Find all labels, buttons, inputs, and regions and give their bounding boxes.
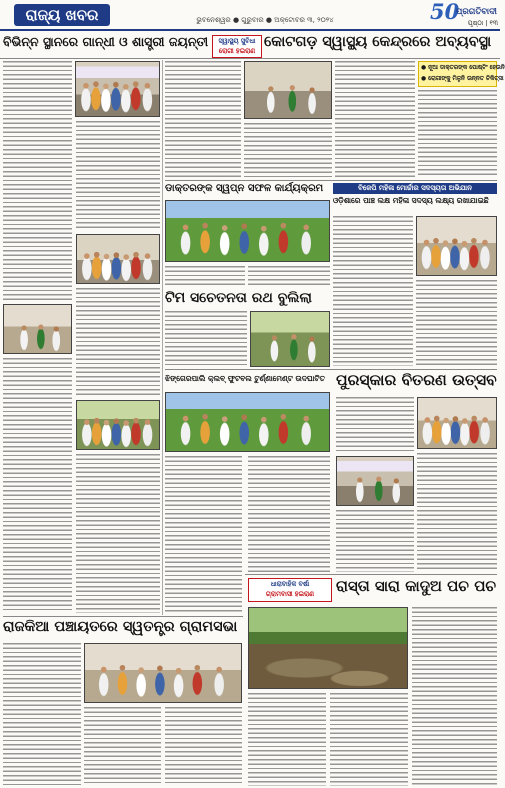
women-headline: ଓଡ଼ିଶାରେ ପାଞ୍ଚ ଲକ୍ଷ ମହିଳା ସଦସ୍ୟ ଲକ୍ଷ୍ୟ ରଖାଯାଇଛି — [333, 196, 489, 205]
highlight-item: ● ନୂଆ ଡାକ୍ତରଙ୍କ ପୋଷ୍ଟିଂ ହେଉନି — [421, 65, 505, 71]
article-text-column — [84, 707, 161, 786]
article-text-column — [3, 61, 72, 300]
article-text-column — [330, 693, 408, 786]
article-text-column — [417, 453, 497, 572]
photo-prize-ceremony — [417, 397, 497, 449]
column-divider — [162, 60, 163, 615]
newspaper-brand: ପ୍ରଗତିବାଦୀ — [456, 7, 497, 17]
photo-muddy-road — [248, 607, 408, 689]
gandhi-headline: ବିଭିନ୍ନ ସ୍ଥାନରେ ଗାନ୍ଧୀ ଓ ଶାସ୍ତ୍ରୀ ଜୟନ୍ତୀ — [3, 34, 209, 49]
prize-headline: ପୁରସ୍କାର ବିତରଣ ଉତ୍ସବ — [336, 371, 497, 389]
article-text-column — [165, 456, 242, 613]
page-number: ପୃଷ୍ଠା | ୧୩ — [467, 19, 498, 27]
kotgarh-kicker — [212, 35, 262, 58]
article-text-column — [336, 510, 414, 572]
article-text-column — [412, 607, 497, 786]
road-headline: ରାସ୍ତା ସାରା କାଦୁଅ ପଚ ପଚ — [336, 577, 497, 595]
article-text-column — [165, 61, 241, 178]
section-rule — [165, 180, 497, 181]
kotgarh-headline: କୋଟଗଡ଼ ସ୍ୱାସ୍ଥ୍ୟ କେନ୍ଦ୍ରରେ ଅବ୍ୟବସ୍ଥା — [264, 34, 492, 50]
doctor-headline: ଡାକ୍ତରଙ୍କ ସ୍ୱପ୍ନ ସଫଳ କାର୍ଯ୍ୟକ୍ରମ — [165, 183, 324, 194]
section-rule — [3, 616, 243, 617]
article-text-column — [76, 288, 160, 396]
section-label: ରାଜ୍ୟ ଖବର — [14, 4, 110, 26]
masthead-rule — [0, 29, 500, 31]
photo-gandhi-jayanti — [76, 400, 160, 450]
article-text-column — [335, 61, 415, 178]
photo-gram-sabha — [84, 643, 242, 703]
photo-awareness-rath — [250, 311, 330, 367]
photo-prize-ceremony — [336, 456, 414, 506]
road-kicker — [248, 578, 332, 602]
photo-gandhi-jayanti — [75, 61, 160, 117]
photo-women-meeting — [416, 216, 497, 276]
article-text-column — [418, 90, 497, 178]
women-strap: ବିଜେପି ମହିଳା ମୋର୍ଚ୍ଚାର ସଦସ୍ୟତା ଅଭିଯାନ — [333, 183, 497, 194]
article-text-column — [3, 358, 72, 613]
section-rule — [245, 574, 497, 575]
article-text-column — [165, 707, 242, 786]
kotgarh-kicker-bottom: ରୋଗୀ ହଇରାଣ — [218, 47, 256, 55]
kotgarh-kicker-top: ସ୍ୱାସ୍ଥ୍ୟ ସୁବିଧା — [218, 37, 256, 45]
road-kicker-top: ଧାରାବାହିକ ବର୍ଷା — [270, 580, 310, 588]
article-text-column — [333, 216, 413, 366]
photo-football-teams — [165, 392, 330, 452]
gram-sabha-headline: ରାଜକିଆ ପଞ୍ଚାୟତରେ ସ୍ୱତନ୍ତ୍ର ଗ୍ରାମସଭା — [3, 619, 238, 635]
article-text-column — [165, 266, 245, 287]
article-text-column — [76, 121, 160, 230]
kotgarh-highlights — [418, 61, 505, 87]
photo-gandhi-jayanti — [76, 234, 160, 284]
highlight-item: ● ରୋଗୀଙ୍କୁ ମିଳୁନି ଉନ୍ନତ ଚିକିତ୍ସା — [421, 76, 504, 82]
photo-gandhi-jayanti — [3, 304, 72, 354]
article-text-column — [416, 280, 497, 366]
article-text-column — [244, 123, 332, 178]
dateline: ଭୁବନେଶ୍ୱର ● ଗୁରୁବାର ● ଅକ୍ଟୋବର ୩, ୨୦୨୪ — [196, 16, 334, 24]
football-headline: ଝିଙ୍ଗେରପାଲି କ୍ଲବ୍‌ ଫୁଟବଲ ଟୁର୍ଣ୍ଣାମେଣ୍ଟ ଉଦଘାଟିତ — [165, 374, 325, 383]
article-text-column — [248, 456, 330, 572]
article-text-column — [336, 397, 414, 452]
section-rule — [165, 369, 497, 370]
article-text-column — [76, 454, 160, 613]
headline-rule — [0, 58, 500, 59]
article-text-column — [165, 311, 247, 367]
photo-health-centre — [244, 61, 332, 119]
team-rath-headline: ଟିମ ସଚେତନତା ରଥ ବୁଲିଲା — [165, 290, 312, 306]
article-text-column — [248, 266, 330, 287]
article-text-column — [3, 643, 81, 786]
anniversary-logo: 50 — [430, 0, 460, 24]
article-text-column — [248, 693, 326, 786]
photo-doctor-programme — [165, 200, 330, 262]
road-kicker-bottom: ଗ୍ରାମବାସୀ ହଇରାଣ — [265, 590, 315, 598]
